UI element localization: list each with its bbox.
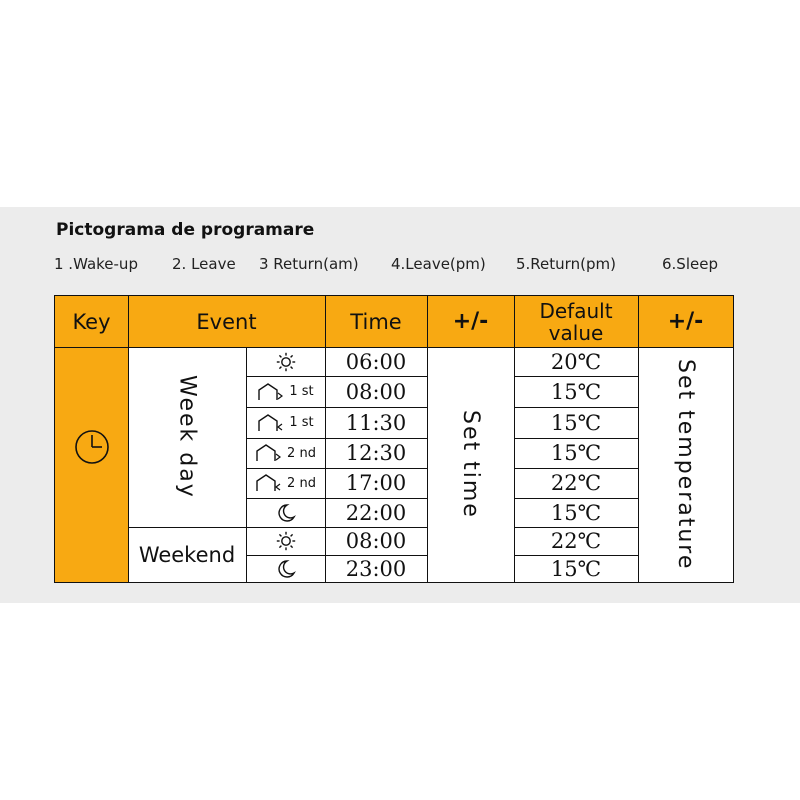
header-plusminus-temp: +/- bbox=[667, 309, 704, 334]
time-value: 22:00 bbox=[345, 500, 407, 525]
event-wake-up bbox=[246, 347, 325, 376]
page-title: Pictograma de programare bbox=[56, 220, 315, 240]
time-value: 08:00 bbox=[345, 529, 407, 553]
event-suffix: 1 st bbox=[289, 384, 314, 399]
time-value: 17:00 bbox=[345, 471, 407, 495]
time-value: 06:00 bbox=[345, 349, 407, 374]
sun-icon bbox=[276, 352, 296, 372]
step-sleep: 6.Sleep bbox=[662, 255, 718, 273]
set-time bbox=[427, 347, 514, 582]
temp-value: 15℃ bbox=[550, 556, 602, 581]
step-return-am: 3 Return(am) bbox=[259, 255, 359, 273]
temp-value: 15℃ bbox=[550, 500, 602, 525]
moon-icon bbox=[276, 503, 296, 523]
header-default-line1: Default bbox=[539, 298, 613, 323]
event-weekend-wake-up bbox=[246, 527, 325, 555]
group-weekend: Weekend bbox=[138, 542, 236, 567]
step-leave: 2. Leave bbox=[172, 255, 236, 273]
set-time-label: Set time bbox=[458, 410, 483, 519]
return-home-icon bbox=[255, 473, 283, 493]
header-time: Time bbox=[350, 309, 402, 334]
time-value: 08:00 bbox=[345, 379, 407, 404]
time-value: 11:30 bbox=[345, 410, 407, 435]
event-weekend-sleep bbox=[246, 555, 325, 582]
event-leave-1st bbox=[246, 376, 325, 407]
group-weekday bbox=[128, 347, 246, 527]
time-value: 23:00 bbox=[345, 556, 407, 581]
header-plusminus-time: +/- bbox=[452, 309, 489, 334]
header-key: Key bbox=[72, 309, 111, 334]
temp-value: 15℃ bbox=[550, 410, 602, 435]
group-weekday-label: Week day bbox=[174, 375, 200, 499]
event-sleep bbox=[246, 498, 325, 527]
header-event: Event bbox=[196, 309, 257, 334]
temp-value: 22℃ bbox=[550, 471, 602, 495]
moon-icon bbox=[276, 559, 296, 579]
leave-home-icon bbox=[255, 443, 283, 463]
temp-value: 15℃ bbox=[550, 441, 602, 465]
header-default-value bbox=[514, 296, 638, 347]
sun-icon bbox=[276, 531, 296, 551]
header-default-line2: value bbox=[548, 320, 604, 345]
return-home-icon bbox=[257, 413, 285, 433]
temp-value: 15℃ bbox=[550, 379, 602, 404]
step-return-pm: 5.Return(pm) bbox=[516, 255, 616, 273]
event-suffix: 2 nd bbox=[287, 445, 316, 461]
time-value: 12:30 bbox=[345, 441, 407, 465]
temp-value: 22℃ bbox=[550, 529, 602, 553]
event-return-1st bbox=[246, 407, 325, 438]
clock-icon bbox=[55, 347, 128, 547]
temp-value: 20℃ bbox=[550, 349, 602, 374]
program-table bbox=[54, 295, 734, 583]
event-return-2nd bbox=[246, 468, 325, 498]
step-wake-up: 1 .Wake-up bbox=[54, 255, 138, 273]
set-temperature-label: Set temperature bbox=[673, 358, 698, 571]
event-suffix: 2 nd bbox=[287, 475, 316, 491]
step-leave-pm: 4.Leave(pm) bbox=[391, 255, 486, 273]
set-temperature bbox=[638, 347, 733, 582]
event-suffix: 1 st bbox=[289, 415, 314, 430]
event-leave-2nd bbox=[246, 438, 325, 468]
leave-home-icon bbox=[257, 382, 285, 402]
